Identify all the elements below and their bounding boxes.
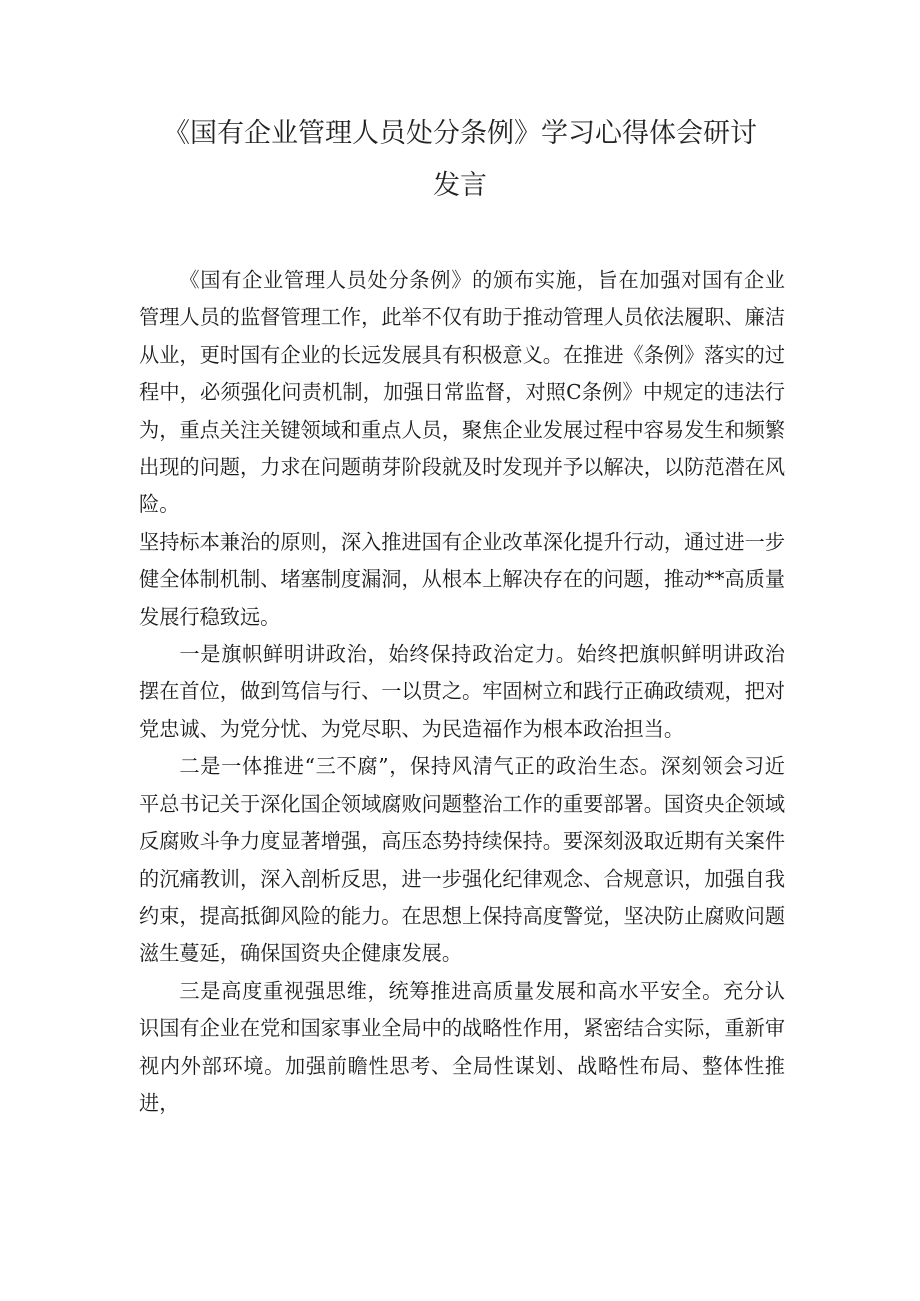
title-line-1: 《国有企业管理人员处分条例》学习心得体会研讨: [163, 118, 757, 149]
document-body: [139, 262, 785, 1122]
paragraph-point-two: 二是一体推进“三不腐”，保持风清气正的政治生态。深刻领会习近平总书记关于深化国企领域腐败问题整治工作的重要部署。国资央企领域反腐败斗争力度显著增强，高压态势持续保持。要深刻汲取近期有关案件的沉痛教训，深入剖析反思，进一步强化纪律观念、合规意识，加强自我约束，提高抵御风险的能力。在思想上保持高度警觉，坚决防止腐败问题滋生蔓延，确保国资央企健康发展。: [139, 754, 786, 966]
title-line-2: 发言: [433, 170, 487, 201]
document-title: [140, 108, 780, 212]
paragraph-point-one: 一是旗帜鲜明讲政治，始终保持政治定力。始终把旗帜鲜明讲政治摆在首位，做到笃信与行、一以贯之。牢固树立和践行正确政绩观，把对党忠诚、为党分忧、为党尽职、为民造福作为根本政治担当。: [139, 642, 786, 741]
paragraph-point-three: 三是高度重视强思维，统筹推进高质量发展和高水平安全。充分认识国有企业在党和国家事业全局中的战略性作用，紧密结合实际，重新审视内外部环境。加强前瞻性思考、全局性谋划、战略性布局、整体性推进，: [139, 978, 786, 1115]
paragraph-principle: 坚持标本兼治的原则，深入推进国有企业改革深化提升行动，通过进一步健全体制机制、堵塞制度漏洞，从根本上解决存在的问题，推动**高质量发展行稳致远。: [139, 529, 786, 629]
paragraph-intro: 《国有企业管理人员处分条例》的颁布实施，旨在加强对国有企业管理人员的监督管理工作，此举不仅有助于推动管理人员依法履职、廉洁从业，更时国有企业的长远发展具有积极意义。在推进《条例》落实的过程中，必须强化问责机制，加强日常监督，对照C条例》中规定的违法行为，重点关注关键领域和重点人员，聚焦企业发展过程中容易发生和频繁出现的问题，力求在问题萌芽阶段就及时发现并予以解决，以防范潜在风险。: [139, 268, 786, 517]
